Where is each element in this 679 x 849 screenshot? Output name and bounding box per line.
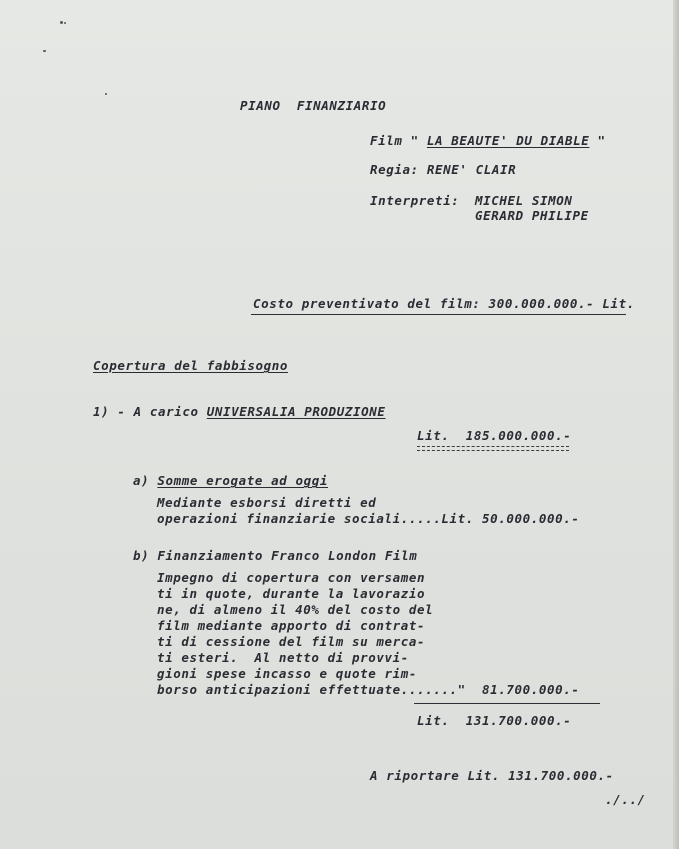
item-b-line-8: borso anticipazioni effettuate......." 81.700.000.- [157, 682, 580, 697]
actor-2: GERARD PHILIPE [475, 208, 589, 223]
regia-line [370, 162, 516, 177]
section-1-line [93, 404, 386, 419]
copertura-heading: Copertura del fabbisogno [93, 358, 289, 373]
item-a-title: Somme erogate ad oggi [157, 473, 329, 488]
item-a-heading [133, 473, 328, 488]
subtotal-rule [414, 703, 600, 704]
page-edge [673, 0, 679, 849]
item-a-marker: a) [133, 473, 158, 488]
item-b-line-4: film mediante apporto di contrat- [157, 618, 426, 633]
speck [60, 21, 63, 24]
item-b-line-3: ne, di almeno il 40% del costo del [157, 602, 434, 617]
regia-label: Regia: [370, 162, 419, 177]
item-b-heading: b) Finanziamento Franco London Film [133, 548, 418, 563]
continuation-mark: ./../ [605, 792, 646, 807]
document-heading: PIANO FINANZIARIO [240, 98, 387, 113]
double-underline [417, 446, 569, 451]
section-1-company: UNIVERSALIA PRODUZIONE [206, 404, 386, 419]
costo-preventivato: Costo preventivato del film: 300.000.000.- Lit. [253, 296, 635, 311]
bleed-through-mark [450, 560, 465, 598]
item-a-line-2: operazioni finanziarie sociali.....Lit. 50.000.000.- [157, 511, 580, 526]
speck [64, 22, 66, 24]
item-a-line-1: Mediante esborsi diretti ed [157, 495, 377, 510]
item-b-line-7: gioni spese incasso e quote rim- [157, 666, 418, 681]
item-b-line-2: ti in quote, durante la lavorazio [157, 586, 426, 601]
item-b-line-5: ti di cessione del film su merca- [157, 634, 426, 649]
film-quote-close: " [589, 133, 606, 148]
film-title: LA BEAUTE' DU DIABLE [426, 133, 590, 148]
a-riportare: A riportare Lit. 131.700.000.- [370, 768, 614, 783]
film-line [370, 133, 606, 148]
item-b-line-6: ti esteri. Al netto di provvi- [157, 650, 409, 665]
regia-value: RENE' CLAIR [426, 162, 517, 177]
subtotal: Lit. 131.700.000.- [417, 713, 572, 728]
speck [105, 93, 107, 95]
item-b-line-1: Impegno di copertura con versamen [157, 570, 426, 585]
film-label: Film " [370, 133, 419, 148]
section-1-prefix: 1) - A carico [93, 404, 207, 419]
actor-1: MICHEL SIMON [475, 193, 573, 208]
speck [43, 50, 46, 52]
costo-underline [251, 314, 626, 315]
interpreti-label: Interpreti: [370, 193, 460, 208]
section-1-total: Lit. 185.000.000.- [417, 428, 572, 443]
